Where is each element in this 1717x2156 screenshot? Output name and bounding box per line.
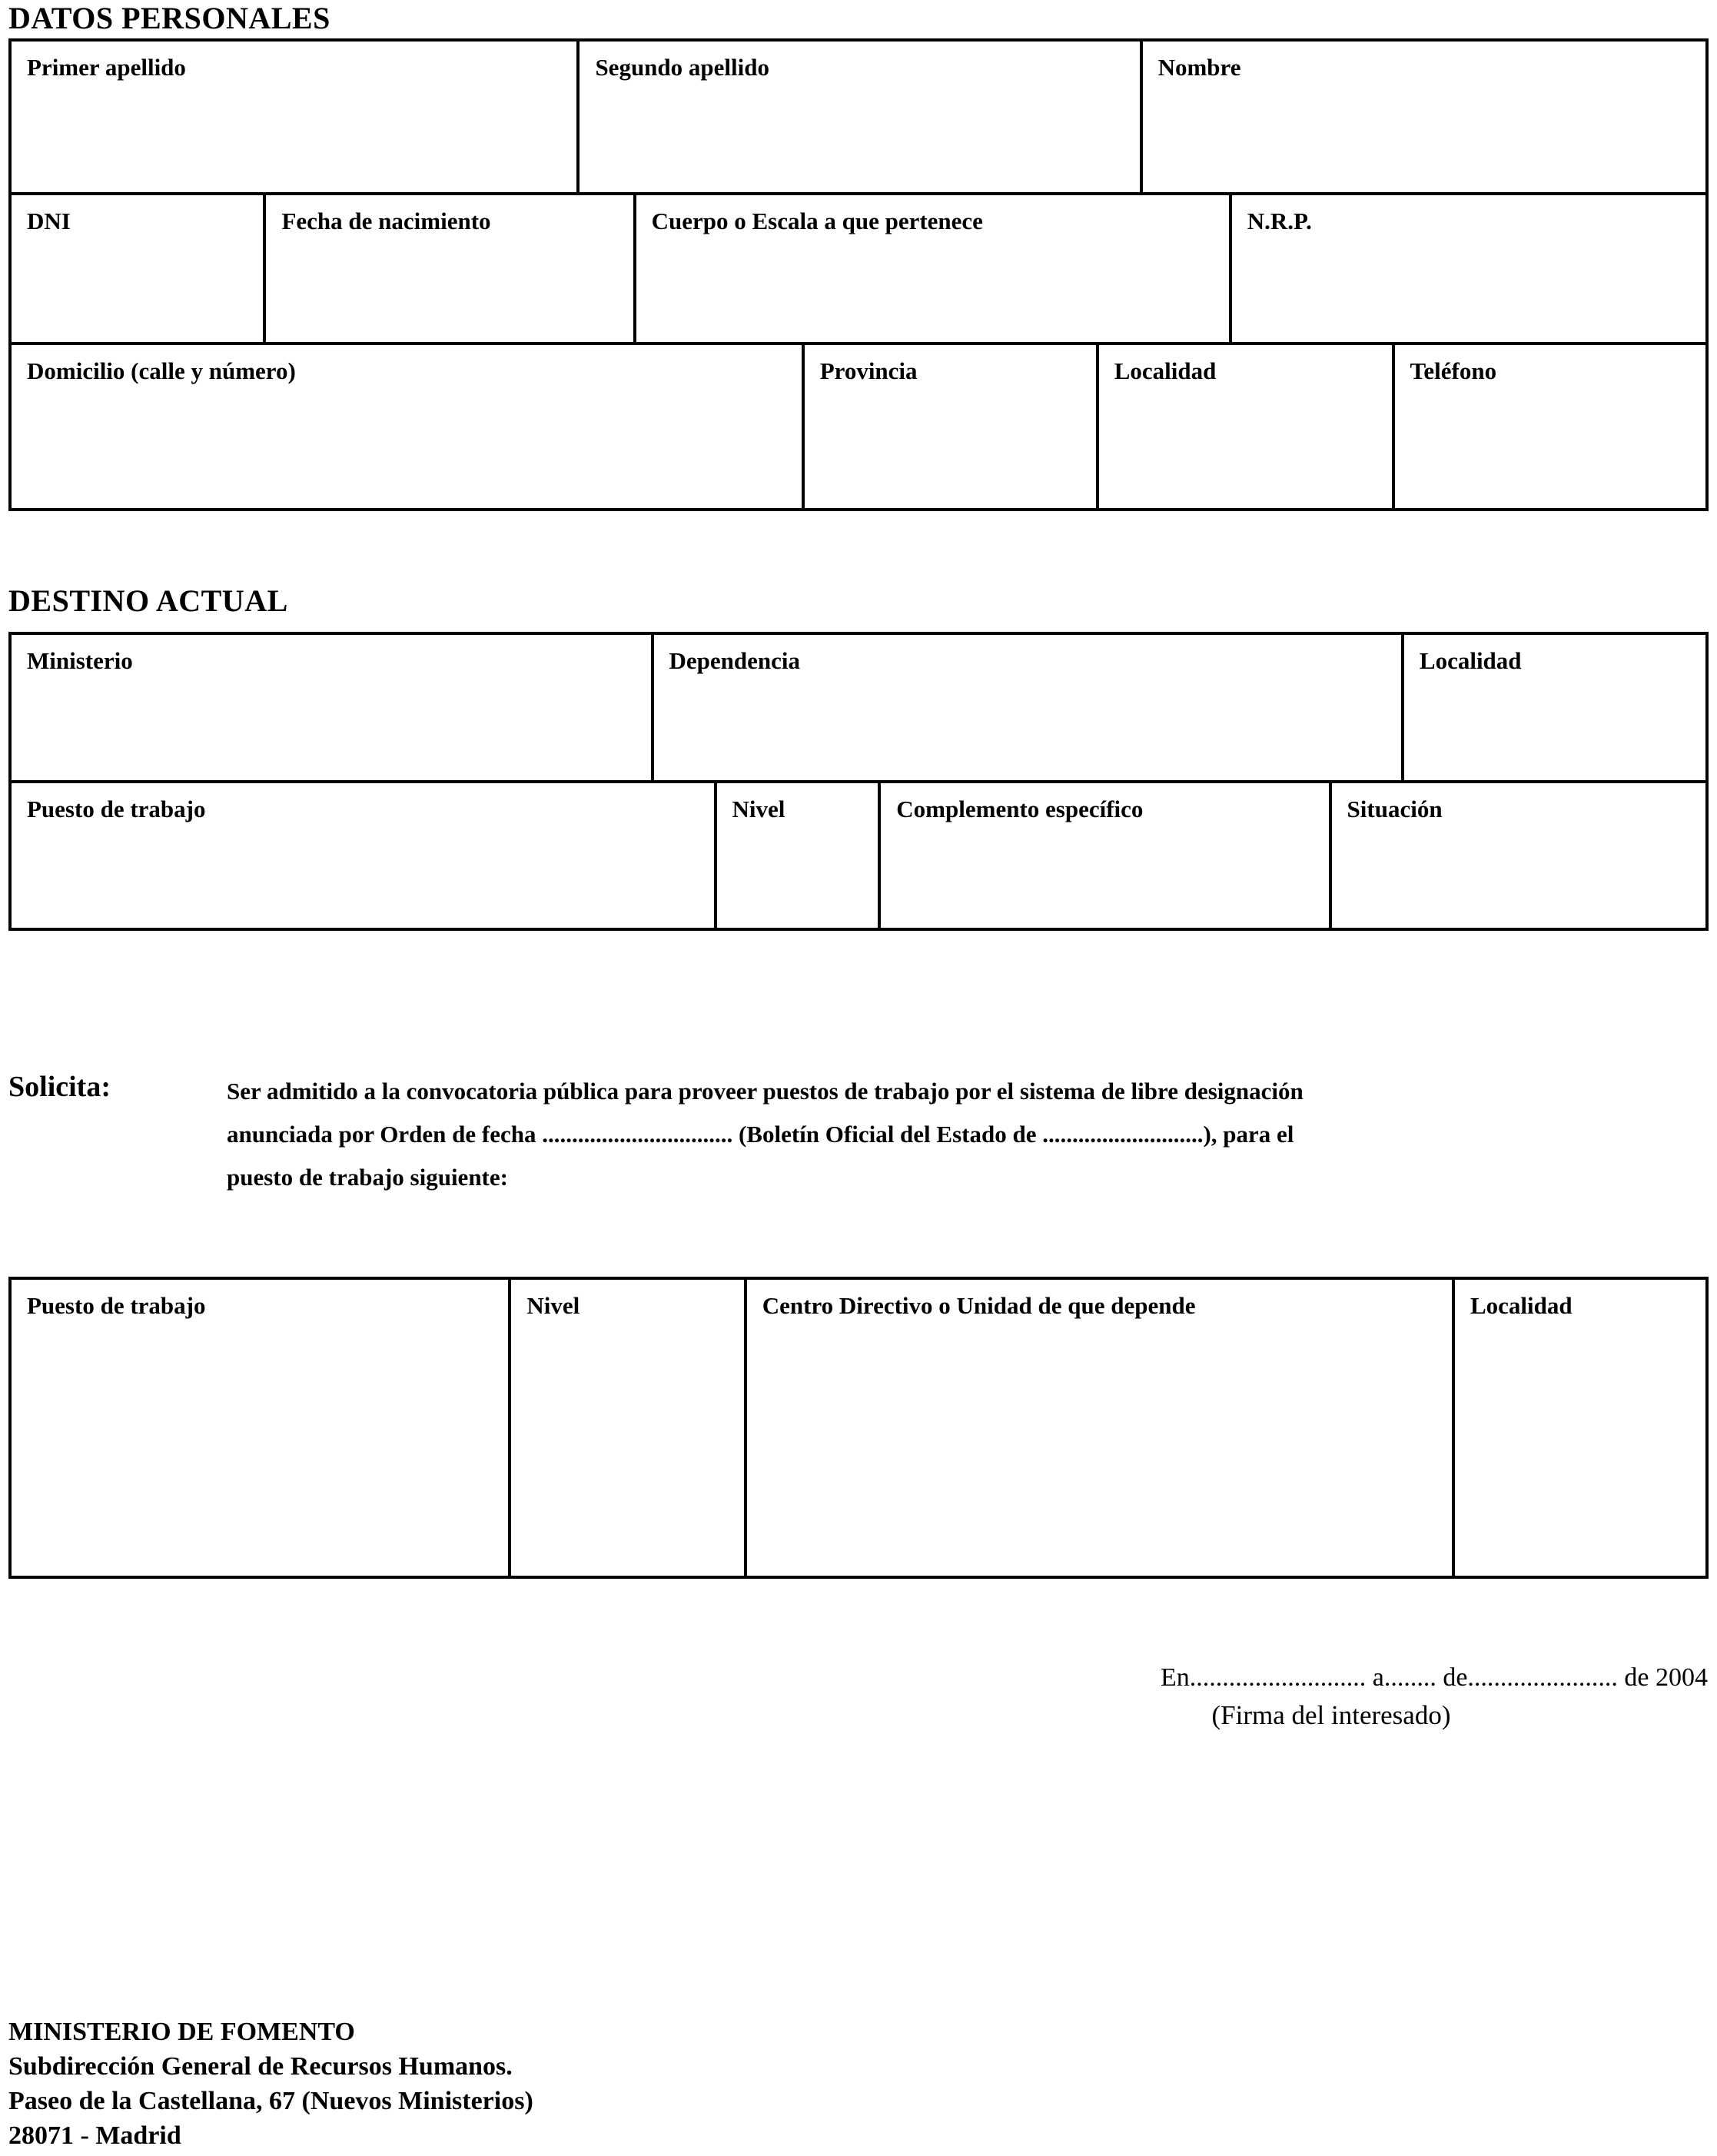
field-label-centro-directivo: Centro Directivo o Unidad de que depende (762, 1292, 1196, 1319)
field-cuerpo-escala[interactable] (636, 195, 1232, 342)
field-label-nombre: Nombre (1157, 54, 1241, 81)
field-fecha-nacimiento[interactable] (266, 195, 636, 342)
field-segundo-apellido[interactable] (580, 42, 1142, 192)
footer-address (8, 2015, 533, 2153)
footer-org-name: MINISTERIO DE FOMENTO (8, 2018, 355, 2046)
section-title-destino-actual: DESTINO ACTUAL (8, 583, 288, 618)
footer-department: Subdirección General de Recursos Humanos. (8, 2052, 513, 2081)
field-label-fecha-nacimiento: Fecha de nacimiento (281, 208, 491, 234)
table-row (12, 195, 1705, 345)
solicita-line3: puesto de trabajo siguiente: (227, 1164, 508, 1191)
footer-postal-city: 28071 - Madrid (8, 2121, 181, 2150)
footer-street-address: Paseo de la Castellana, 67 (Nuevos Ministerios) (8, 2087, 533, 2115)
field-complemento-especifico[interactable] (881, 783, 1331, 928)
field-label-puesto-trabajo-actual: Puesto de trabajo (27, 796, 206, 822)
solicita-section (8, 1070, 1709, 1199)
field-label-nivel-solicitado: Nivel (526, 1292, 580, 1319)
field-telefono[interactable] (1395, 345, 1705, 508)
field-label-provincia: Provincia (819, 357, 918, 384)
field-centro-directivo[interactable] (747, 1280, 1455, 1576)
field-dependencia[interactable] (654, 635, 1404, 780)
field-label-localidad-solicitada: Localidad (1470, 1292, 1573, 1319)
field-nombre[interactable] (1143, 42, 1705, 192)
field-label-dependencia: Dependencia (669, 647, 801, 674)
field-localidad-solicitada[interactable] (1455, 1280, 1705, 1576)
field-label-localidad-domicilio: Localidad (1114, 357, 1217, 384)
field-label-telefono: Teléfono (1410, 357, 1497, 384)
signature-caption: (Firma del interesado) (1211, 1700, 1451, 1730)
field-label-complemento-especifico: Complemento específico (896, 796, 1144, 822)
table-row (12, 345, 1705, 508)
field-ministerio[interactable] (12, 635, 654, 780)
field-label-puesto-trabajo-solicitado: Puesto de trabajo (27, 1292, 206, 1319)
field-label-localidad-destino: Localidad (1419, 647, 1522, 674)
signature-block (955, 1663, 1708, 1731)
field-primer-apellido[interactable] (12, 42, 580, 192)
field-label-primer-apellido: Primer apellido (27, 54, 186, 81)
datos-personales-table (8, 38, 1709, 511)
field-label-ministerio: Ministerio (27, 647, 133, 674)
field-nrp[interactable] (1232, 195, 1705, 342)
solicita-text (227, 1070, 1709, 1199)
section-title-datos-personales: DATOS PERSONALES (8, 1, 330, 35)
signature-date-line: En........................... a........ de....................... de 2004 (1160, 1663, 1708, 1692)
field-label-cuerpo-escala: Cuerpo o Escala a que pertenece (651, 208, 983, 234)
field-domicilio[interactable] (12, 345, 805, 508)
puesto-solicitado-table (8, 1277, 1709, 1579)
field-puesto-trabajo-solicitado[interactable] (12, 1280, 511, 1576)
field-label-segundo-apellido: Segundo apellido (595, 54, 769, 81)
solicita-line2: anunciada por Orden de fecha ................................ (Boletín Oficial del Estado de ...........................), para el (227, 1121, 1294, 1148)
field-situacion[interactable] (1332, 783, 1705, 928)
field-provincia[interactable] (805, 345, 1099, 508)
destino-actual-table (8, 632, 1709, 931)
field-localidad-domicilio[interactable] (1099, 345, 1395, 508)
solicita-line1: Ser admitido a la convocatoria pública para proveer puestos de trabajo por el sistema de libre designación (227, 1078, 1304, 1105)
field-label-nivel-actual: Nivel (732, 796, 785, 822)
solicita-label: Solicita: (8, 1071, 111, 1103)
table-row (12, 635, 1705, 783)
field-label-domicilio: Domicilio (calle y número) (27, 357, 296, 384)
field-localidad-destino[interactable] (1404, 635, 1705, 780)
field-nivel-actual[interactable] (717, 783, 882, 928)
field-nivel-solicitado[interactable] (511, 1280, 746, 1576)
table-row (12, 783, 1705, 928)
field-puesto-trabajo-actual[interactable] (12, 783, 717, 928)
field-label-dni: DNI (27, 208, 71, 234)
field-label-situacion: Situación (1347, 796, 1443, 822)
field-dni[interactable] (12, 195, 266, 342)
field-label-nrp: N.R.P. (1247, 208, 1312, 234)
table-row (12, 1280, 1705, 1576)
table-row (12, 42, 1705, 195)
